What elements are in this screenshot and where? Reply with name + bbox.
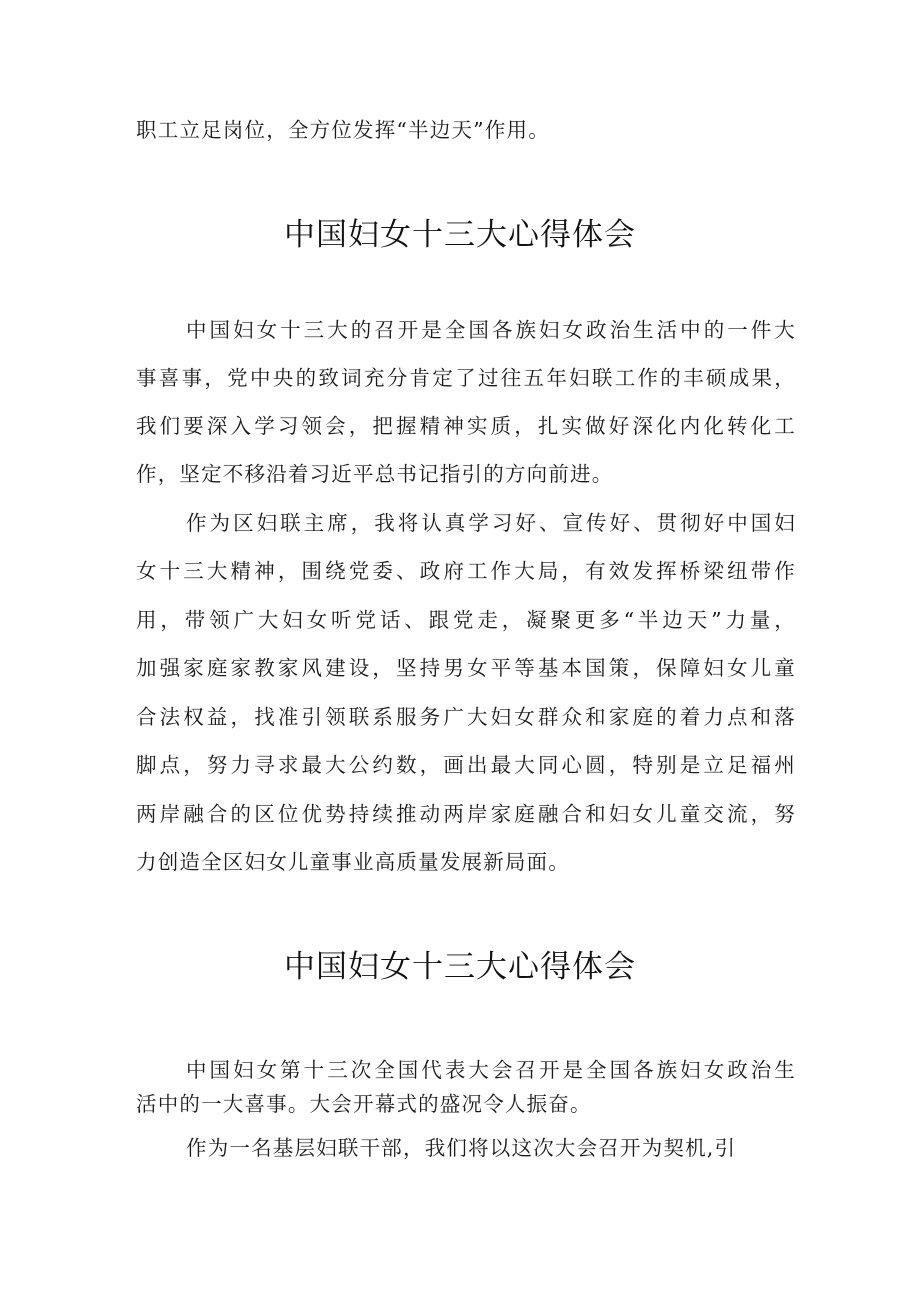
paragraph-line: 力创造全区妇女儿童事业高质量发展新局面。: [136, 850, 570, 874]
paragraph-line: 加强家庭家教家风建设，坚持男女平等基本国策，保障妇女儿童: [136, 656, 796, 680]
paragraph-line: 事喜事，党中央的致词充分肯定了过往五年妇联工作的丰硕成果，: [136, 366, 796, 390]
paragraph-line: 我们要深入学习领会，把握精神实质，扎实做好深化内化转化工: [136, 414, 796, 438]
paragraph-line: 中国妇女第十三次全国代表大会召开是全国各族妇女政治生: [186, 1058, 796, 1082]
paragraph-line: 合法权益，找准引领联系服务广大妇女群众和家庭的着力点和落: [136, 705, 796, 729]
paragraph-line: 脚点，努力寻求最大公约数，画出最大同心圆，特别是立足福州: [136, 753, 796, 777]
paragraph-line: 中国妇女十三大的召开是全国各族妇女政治生活中的一件大: [186, 318, 796, 342]
paragraph-line: 作为区妇联主席，我将认真学习好、宣传好、贯彻好中国妇: [186, 511, 796, 535]
section-title: 中国妇女十三大心得体会: [284, 217, 636, 253]
continued-paragraph-line: 职工立足岗位，全方位发挥“半边天”作用。: [136, 118, 550, 142]
paragraph-line: 作，坚定不移沿着习近平总书记指引的方向前进。: [136, 462, 614, 486]
paragraph-line: 活中的一大喜事。大会开幕式的盛况令人振奋。: [136, 1092, 592, 1116]
section-title: 中国妇女十三大心得体会: [284, 949, 636, 985]
paragraph-line: 女十三大精神，围绕党委、政府工作大局，有效发挥桥梁纽带作: [136, 559, 796, 583]
paragraph-line: 用，带领广大妇女听党话、跟党走，凝聚更多“半边天”力量，: [136, 608, 796, 632]
paragraph-line: 两岸融合的区位优势持续推动两岸家庭融合和妇女儿童交流，努: [136, 802, 796, 826]
paragraph-line: 作为一名基层妇联干部，我们将以这次大会召开为契机,引: [186, 1136, 737, 1160]
